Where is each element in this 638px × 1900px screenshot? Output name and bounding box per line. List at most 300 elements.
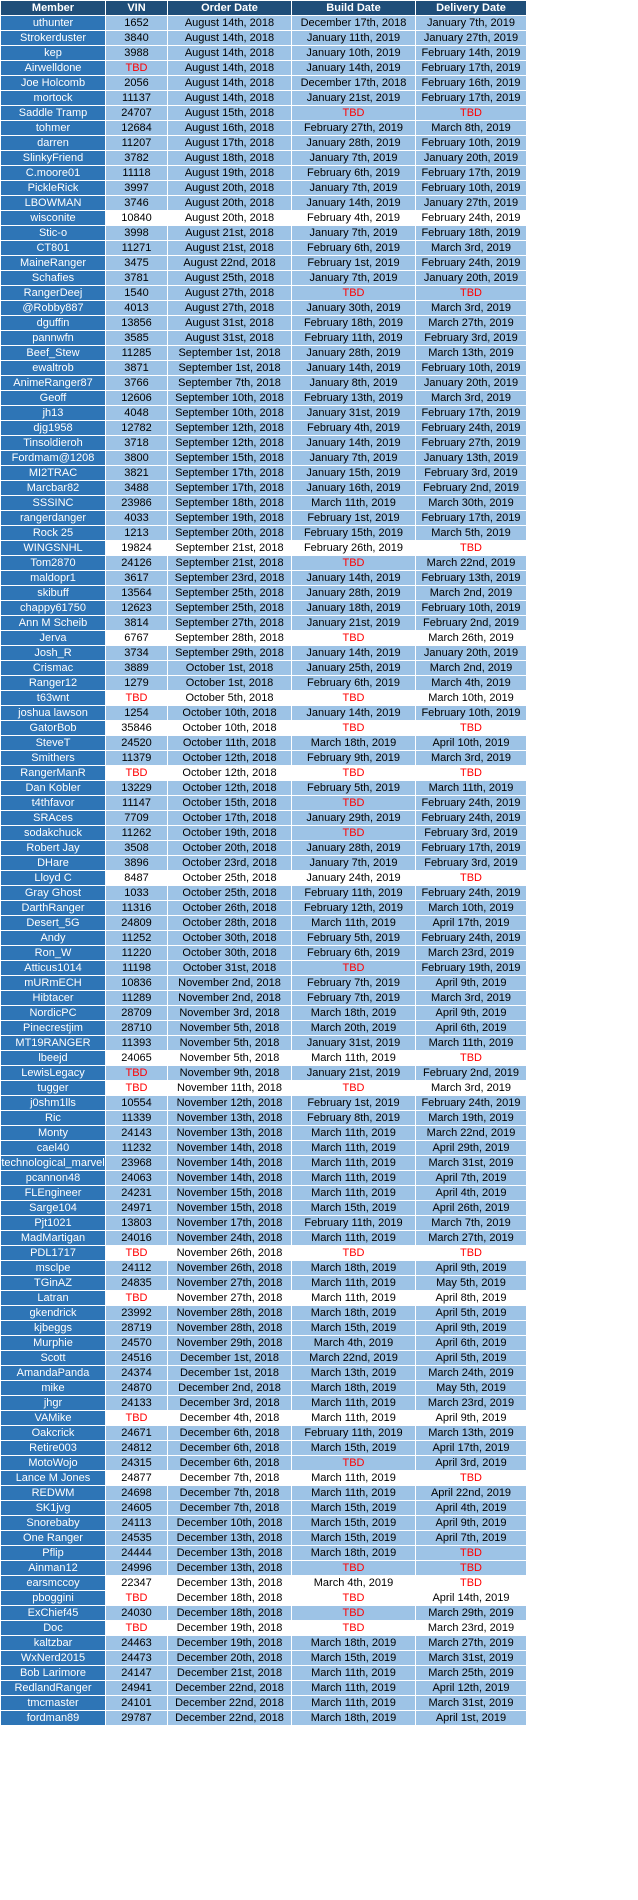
- member-cell: AmandaPanda: [1, 1366, 106, 1381]
- build-date-cell: February 6th, 2019: [292, 166, 416, 181]
- table-row: [1, 1546, 527, 1561]
- delivery-date-cell: TBD: [416, 1051, 527, 1066]
- order-date-cell: November 9th, 2018: [168, 1066, 292, 1081]
- member-cell: Strokerduster: [1, 31, 106, 46]
- delivery-date-cell: February 2nd, 2019: [416, 1066, 527, 1081]
- table-row: [1, 1471, 527, 1486]
- delivery-date-cell: February 18th, 2019: [416, 226, 527, 241]
- build-date-cell: February 6th, 2019: [292, 946, 416, 961]
- vin-cell: 11379: [106, 751, 168, 766]
- build-date-cell: January 31st, 2019: [292, 1036, 416, 1051]
- member-cell: kep: [1, 46, 106, 61]
- member-cell: Geoff: [1, 391, 106, 406]
- member-cell: Rock 25: [1, 526, 106, 541]
- member-cell: wisconite: [1, 211, 106, 226]
- member-cell: GatorBob: [1, 721, 106, 736]
- vin-cell: 10840: [106, 211, 168, 226]
- order-date-cell: October 20th, 2018: [168, 841, 292, 856]
- delivery-date-cell: April 4th, 2019: [416, 1186, 527, 1201]
- table-row: [1, 991, 527, 1006]
- vin-cell: 24812: [106, 1441, 168, 1456]
- table-row: [1, 1036, 527, 1051]
- delivery-date-cell: February 3rd, 2019: [416, 856, 527, 871]
- vin-cell: 35846: [106, 721, 168, 736]
- delivery-date-cell: January 20th, 2019: [416, 376, 527, 391]
- table-row: [1, 181, 527, 196]
- order-date-cell: November 2nd, 2018: [168, 991, 292, 1006]
- order-date-cell: August 20th, 2018: [168, 196, 292, 211]
- table-row: [1, 121, 527, 136]
- build-date-cell: TBD: [292, 1456, 416, 1471]
- delivery-date-cell: April 7th, 2019: [416, 1531, 527, 1546]
- vin-cell: 3508: [106, 841, 168, 856]
- table-row: [1, 481, 527, 496]
- table-row: [1, 1411, 527, 1426]
- delivery-date-cell: February 16th, 2019: [416, 76, 527, 91]
- member-cell: joshua lawson: [1, 706, 106, 721]
- order-date-cell: December 19th, 2018: [168, 1621, 292, 1636]
- vin-cell: 1540: [106, 286, 168, 301]
- member-cell: RangerManR: [1, 766, 106, 781]
- build-date-cell: March 11th, 2019: [292, 1141, 416, 1156]
- delivery-date-cell: February 17th, 2019: [416, 406, 527, 421]
- order-date-cell: November 11th, 2018: [168, 1081, 292, 1096]
- delivery-date-cell: TBD: [416, 766, 527, 781]
- build-date-cell: March 15th, 2019: [292, 1201, 416, 1216]
- order-date-cell: December 3rd, 2018: [168, 1396, 292, 1411]
- build-date-cell: January 14th, 2019: [292, 361, 416, 376]
- delivery-date-cell: February 3rd, 2019: [416, 331, 527, 346]
- delivery-date-cell: February 3rd, 2019: [416, 826, 527, 841]
- build-date-cell: February 11th, 2019: [292, 886, 416, 901]
- vin-cell: 24605: [106, 1501, 168, 1516]
- vin-cell: 28719: [106, 1321, 168, 1336]
- delivery-date-cell: April 3rd, 2019: [416, 1456, 527, 1471]
- order-date-cell: November 15th, 2018: [168, 1186, 292, 1201]
- member-cell: VAMike: [1, 1411, 106, 1426]
- build-date-cell: February 26th, 2019: [292, 541, 416, 556]
- delivery-date-cell: TBD: [416, 541, 527, 556]
- build-date-cell: TBD: [292, 286, 416, 301]
- order-date-cell: October 12th, 2018: [168, 766, 292, 781]
- table-row: [1, 856, 527, 871]
- order-date-cell: December 4th, 2018: [168, 1411, 292, 1426]
- delivery-date-cell: April 7th, 2019: [416, 1171, 527, 1186]
- build-date-cell: February 4th, 2019: [292, 211, 416, 226]
- table-row: [1, 31, 527, 46]
- table-row: [1, 1336, 527, 1351]
- order-date-cell: August 17th, 2018: [168, 136, 292, 151]
- table-row: [1, 1636, 527, 1651]
- delivery-date-cell: February 24th, 2019: [416, 256, 527, 271]
- order-date-cell: October 17th, 2018: [168, 811, 292, 826]
- table-row: [1, 331, 527, 346]
- delivery-date-cell: TBD: [416, 721, 527, 736]
- order-date-cell: November 13th, 2018: [168, 1126, 292, 1141]
- order-date-cell: October 25th, 2018: [168, 871, 292, 886]
- delivery-date-cell: March 19th, 2019: [416, 1111, 527, 1126]
- vin-cell: 3871: [106, 361, 168, 376]
- order-date-cell: December 6th, 2018: [168, 1441, 292, 1456]
- vin-cell: 24143: [106, 1126, 168, 1141]
- delivery-date-cell: April 9th, 2019: [416, 1411, 527, 1426]
- build-date-cell: January 16th, 2019: [292, 481, 416, 496]
- vin-cell: 7709: [106, 811, 168, 826]
- build-date-cell: March 15th, 2019: [292, 1501, 416, 1516]
- table-row: [1, 1231, 527, 1246]
- vin-cell: 24463: [106, 1636, 168, 1651]
- table-row: [1, 1711, 527, 1726]
- table-row: [1, 1096, 527, 1111]
- vin-cell: 11289: [106, 991, 168, 1006]
- member-cell: dguffin: [1, 316, 106, 331]
- delivery-date-cell: February 10th, 2019: [416, 706, 527, 721]
- build-date-cell: January 7th, 2019: [292, 181, 416, 196]
- table-row: [1, 361, 527, 376]
- build-date-cell: January 28th, 2019: [292, 841, 416, 856]
- build-date-cell: March 11th, 2019: [292, 1126, 416, 1141]
- table-row: [1, 241, 527, 256]
- order-date-cell: September 10th, 2018: [168, 406, 292, 421]
- member-cell: pboggini: [1, 1591, 106, 1606]
- vin-cell: TBD: [106, 61, 168, 76]
- member-cell: Fordmam@1208: [1, 451, 106, 466]
- order-date-cell: August 15th, 2018: [168, 106, 292, 121]
- col-header-build-date: Build Date: [292, 1, 416, 16]
- vin-cell: 4048: [106, 406, 168, 421]
- member-cell: Gray Ghost: [1, 886, 106, 901]
- build-date-cell: March 11th, 2019: [292, 1411, 416, 1426]
- member-cell: LewisLegacy: [1, 1066, 106, 1081]
- order-date-cell: December 22nd, 2018: [168, 1696, 292, 1711]
- member-cell: Bob Larimore: [1, 1666, 106, 1681]
- table-row: [1, 781, 527, 796]
- vin-cell: 24147: [106, 1666, 168, 1681]
- order-date-cell: September 1st, 2018: [168, 346, 292, 361]
- build-date-cell: January 14th, 2019: [292, 571, 416, 586]
- member-cell: Ainman12: [1, 1561, 106, 1576]
- delivery-date-cell: April 9th, 2019: [416, 976, 527, 991]
- order-date-cell: November 14th, 2018: [168, 1141, 292, 1156]
- delivery-date-cell: February 10th, 2019: [416, 136, 527, 151]
- build-date-cell: TBD: [292, 556, 416, 571]
- table-row: [1, 1006, 527, 1021]
- member-cell: C.moore01: [1, 166, 106, 181]
- vin-cell: 13564: [106, 586, 168, 601]
- order-date-cell: September 15th, 2018: [168, 451, 292, 466]
- member-cell: Ranger12: [1, 676, 106, 691]
- delivery-date-cell: March 31st, 2019: [416, 1696, 527, 1711]
- build-date-cell: TBD: [292, 631, 416, 646]
- delivery-date-cell: February 17th, 2019: [416, 91, 527, 106]
- member-cell: Sarge104: [1, 1201, 106, 1216]
- member-cell: SRAces: [1, 811, 106, 826]
- vin-cell: TBD: [106, 1081, 168, 1096]
- order-date-cell: November 5th, 2018: [168, 1051, 292, 1066]
- vin-cell: 13229: [106, 781, 168, 796]
- delivery-date-cell: April 8th, 2019: [416, 1291, 527, 1306]
- vin-cell: 11198: [106, 961, 168, 976]
- table-row: [1, 556, 527, 571]
- build-date-cell: February 9th, 2019: [292, 751, 416, 766]
- vin-cell: 28709: [106, 1006, 168, 1021]
- order-date-cell: December 20th, 2018: [168, 1651, 292, 1666]
- member-cell: chappy61750: [1, 601, 106, 616]
- order-date-cell: December 7th, 2018: [168, 1486, 292, 1501]
- delivery-date-cell: February 19th, 2019: [416, 961, 527, 976]
- vin-cell: 10836: [106, 976, 168, 991]
- build-date-cell: TBD: [292, 106, 416, 121]
- build-date-cell: January 28th, 2019: [292, 136, 416, 151]
- vin-cell: 24231: [106, 1186, 168, 1201]
- build-date-cell: March 18th, 2019: [292, 1306, 416, 1321]
- build-date-cell: February 5th, 2019: [292, 781, 416, 796]
- table-row: [1, 736, 527, 751]
- vin-cell: 24941: [106, 1681, 168, 1696]
- member-cell: ExChief45: [1, 1606, 106, 1621]
- delivery-date-cell: January 20th, 2019: [416, 271, 527, 286]
- build-date-cell: March 11th, 2019: [292, 916, 416, 931]
- vin-cell: 24516: [106, 1351, 168, 1366]
- vin-cell: 11137: [106, 91, 168, 106]
- order-date-cell: September 27th, 2018: [168, 616, 292, 631]
- table-row: [1, 1606, 527, 1621]
- table-row: [1, 766, 527, 781]
- vin-cell: 24126: [106, 556, 168, 571]
- build-date-cell: January 25th, 2019: [292, 661, 416, 676]
- vin-cell: 11285: [106, 346, 168, 361]
- member-cell: darren: [1, 136, 106, 151]
- table-row: [1, 1126, 527, 1141]
- member-cell: PickleRick: [1, 181, 106, 196]
- order-date-cell: September 17th, 2018: [168, 481, 292, 496]
- delivery-date-cell: TBD: [416, 1546, 527, 1561]
- table-row: [1, 406, 527, 421]
- delivery-date-cell: March 22nd, 2019: [416, 556, 527, 571]
- build-date-cell: February 1st, 2019: [292, 256, 416, 271]
- build-date-cell: February 1st, 2019: [292, 1096, 416, 1111]
- delivery-date-cell: February 24th, 2019: [416, 211, 527, 226]
- order-date-cell: December 13th, 2018: [168, 1561, 292, 1576]
- delivery-date-cell: April 10th, 2019: [416, 736, 527, 751]
- member-cell: Retire003: [1, 1441, 106, 1456]
- member-cell: uthunter: [1, 16, 106, 31]
- delivery-date-cell: March 23rd, 2019: [416, 946, 527, 961]
- build-date-cell: February 5th, 2019: [292, 931, 416, 946]
- vin-cell: 24520: [106, 736, 168, 751]
- build-date-cell: TBD: [292, 1246, 416, 1261]
- table-row: [1, 1576, 527, 1591]
- order-date-cell: November 29th, 2018: [168, 1336, 292, 1351]
- delivery-date-cell: March 11th, 2019: [416, 1036, 527, 1051]
- table-row: [1, 886, 527, 901]
- order-date-cell: December 22nd, 2018: [168, 1681, 292, 1696]
- vin-cell: 3781: [106, 271, 168, 286]
- member-cell: MT19RANGER: [1, 1036, 106, 1051]
- member-cell: Monty: [1, 1126, 106, 1141]
- vin-cell: 24315: [106, 1456, 168, 1471]
- member-cell: MI2TRAC: [1, 466, 106, 481]
- member-cell: AnimeRanger87: [1, 376, 106, 391]
- member-cell: WxNerd2015: [1, 1651, 106, 1666]
- vin-cell: 3488: [106, 481, 168, 496]
- vin-cell: 11118: [106, 166, 168, 181]
- build-date-cell: January 7th, 2019: [292, 451, 416, 466]
- order-date-cell: December 1st, 2018: [168, 1351, 292, 1366]
- order-date-cell: November 28th, 2018: [168, 1321, 292, 1336]
- member-cell: mURmECH: [1, 976, 106, 991]
- order-date-cell: December 10th, 2018: [168, 1516, 292, 1531]
- table-row: [1, 466, 527, 481]
- member-cell: NordicPC: [1, 1006, 106, 1021]
- member-cell: SK1jvg: [1, 1501, 106, 1516]
- member-cell: PDL1717: [1, 1246, 106, 1261]
- table-row: [1, 871, 527, 886]
- member-cell: kaltzbar: [1, 1636, 106, 1651]
- vin-cell: 3475: [106, 256, 168, 271]
- vin-cell: 8487: [106, 871, 168, 886]
- table-row: [1, 496, 527, 511]
- table-row: [1, 136, 527, 151]
- vin-cell: 29787: [106, 1711, 168, 1726]
- vin-cell: TBD: [106, 1411, 168, 1426]
- delivery-date-cell: March 8th, 2019: [416, 121, 527, 136]
- table-row: [1, 316, 527, 331]
- build-date-cell: January 14th, 2019: [292, 706, 416, 721]
- delivery-date-cell: March 2nd, 2019: [416, 586, 527, 601]
- build-date-cell: March 11th, 2019: [292, 1696, 416, 1711]
- vin-cell: 28710: [106, 1021, 168, 1036]
- vin-cell: 24374: [106, 1366, 168, 1381]
- delivery-date-cell: February 17th, 2019: [416, 511, 527, 526]
- delivery-date-cell: April 9th, 2019: [416, 1006, 527, 1021]
- member-cell: MotoWojo: [1, 1456, 106, 1471]
- delivery-date-cell: TBD: [416, 1246, 527, 1261]
- order-date-cell: November 28th, 2018: [168, 1306, 292, 1321]
- order-date-cell: October 31st, 2018: [168, 961, 292, 976]
- member-cell: Marcbar82: [1, 481, 106, 496]
- vin-cell: 24101: [106, 1696, 168, 1711]
- member-cell: Josh_R: [1, 646, 106, 661]
- member-cell: Stic-o: [1, 226, 106, 241]
- table-row: [1, 271, 527, 286]
- member-cell: DarthRanger: [1, 901, 106, 916]
- vin-cell: TBD: [106, 691, 168, 706]
- member-cell: One Ranger: [1, 1531, 106, 1546]
- member-cell: SSSINC: [1, 496, 106, 511]
- order-date-cell: November 24th, 2018: [168, 1231, 292, 1246]
- delivery-date-cell: March 5th, 2019: [416, 526, 527, 541]
- build-date-cell: March 11th, 2019: [292, 1486, 416, 1501]
- order-date-cell: October 25th, 2018: [168, 886, 292, 901]
- delivery-date-cell: March 3rd, 2019: [416, 301, 527, 316]
- build-date-cell: January 14th, 2019: [292, 196, 416, 211]
- vin-cell: 24030: [106, 1606, 168, 1621]
- vin-cell: 3821: [106, 466, 168, 481]
- build-date-cell: January 7th, 2019: [292, 271, 416, 286]
- order-date-cell: November 15th, 2018: [168, 1201, 292, 1216]
- vin-cell: 11220: [106, 946, 168, 961]
- delivery-date-cell: February 24th, 2019: [416, 811, 527, 826]
- order-date-cell: October 12th, 2018: [168, 751, 292, 766]
- order-date-cell: November 5th, 2018: [168, 1036, 292, 1051]
- member-cell: FLEngineer: [1, 1186, 106, 1201]
- table-row: [1, 631, 527, 646]
- delivery-date-cell: February 2nd, 2019: [416, 481, 527, 496]
- member-cell: CT801: [1, 241, 106, 256]
- build-date-cell: March 11th, 2019: [292, 1666, 416, 1681]
- member-cell: Beef_Stew: [1, 346, 106, 361]
- vin-cell: 11232: [106, 1141, 168, 1156]
- table-row: [1, 511, 527, 526]
- table-row: [1, 1381, 527, 1396]
- vin-cell: 22347: [106, 1576, 168, 1591]
- order-date-cell: August 20th, 2018: [168, 181, 292, 196]
- header-row: [1, 1, 527, 16]
- member-cell: MaineRanger: [1, 256, 106, 271]
- member-cell: REDWM: [1, 1486, 106, 1501]
- build-date-cell: TBD: [292, 796, 416, 811]
- build-date-cell: March 15th, 2019: [292, 1321, 416, 1336]
- build-date-cell: February 8th, 2019: [292, 1111, 416, 1126]
- build-date-cell: February 4th, 2019: [292, 421, 416, 436]
- table-row: [1, 1396, 527, 1411]
- table-row: [1, 1201, 527, 1216]
- vin-cell: 4013: [106, 301, 168, 316]
- table-row: [1, 1666, 527, 1681]
- order-date-cell: December 13th, 2018: [168, 1531, 292, 1546]
- vin-cell: 13856: [106, 316, 168, 331]
- delivery-date-cell: TBD: [416, 1471, 527, 1486]
- order-date-cell: October 28th, 2018: [168, 916, 292, 931]
- member-cell: Murphie: [1, 1336, 106, 1351]
- vin-cell: 24016: [106, 1231, 168, 1246]
- build-date-cell: March 11th, 2019: [292, 1471, 416, 1486]
- table-row: [1, 1486, 527, 1501]
- vin-cell: 4033: [106, 511, 168, 526]
- member-cell: Ann M Scheib: [1, 616, 106, 631]
- build-date-cell: March 11th, 2019: [292, 1681, 416, 1696]
- table-row: [1, 1501, 527, 1516]
- delivery-date-cell: February 10th, 2019: [416, 361, 527, 376]
- member-cell: Dan Kobler: [1, 781, 106, 796]
- order-date-cell: November 14th, 2018: [168, 1156, 292, 1171]
- vin-cell: 12782: [106, 421, 168, 436]
- vin-cell: 24971: [106, 1201, 168, 1216]
- build-date-cell: February 11th, 2019: [292, 1216, 416, 1231]
- vin-cell: 11252: [106, 931, 168, 946]
- order-date-cell: September 28th, 2018: [168, 631, 292, 646]
- build-date-cell: TBD: [292, 1561, 416, 1576]
- delivery-date-cell: April 22nd, 2019: [416, 1486, 527, 1501]
- vin-cell: 24809: [106, 916, 168, 931]
- build-date-cell: February 7th, 2019: [292, 976, 416, 991]
- table-row: [1, 1246, 527, 1261]
- order-date-cell: August 14th, 2018: [168, 46, 292, 61]
- vin-cell: 24996: [106, 1561, 168, 1576]
- order-date-cell: November 26th, 2018: [168, 1246, 292, 1261]
- member-cell: jh13: [1, 406, 106, 421]
- table-row: [1, 1141, 527, 1156]
- order-date-cell: December 6th, 2018: [168, 1456, 292, 1471]
- vin-cell: 24870: [106, 1381, 168, 1396]
- delivery-date-cell: March 4th, 2019: [416, 676, 527, 691]
- build-date-cell: TBD: [292, 721, 416, 736]
- table-row: [1, 811, 527, 826]
- table-row: [1, 751, 527, 766]
- vin-cell: 3840: [106, 31, 168, 46]
- delivery-date-cell: April 26th, 2019: [416, 1201, 527, 1216]
